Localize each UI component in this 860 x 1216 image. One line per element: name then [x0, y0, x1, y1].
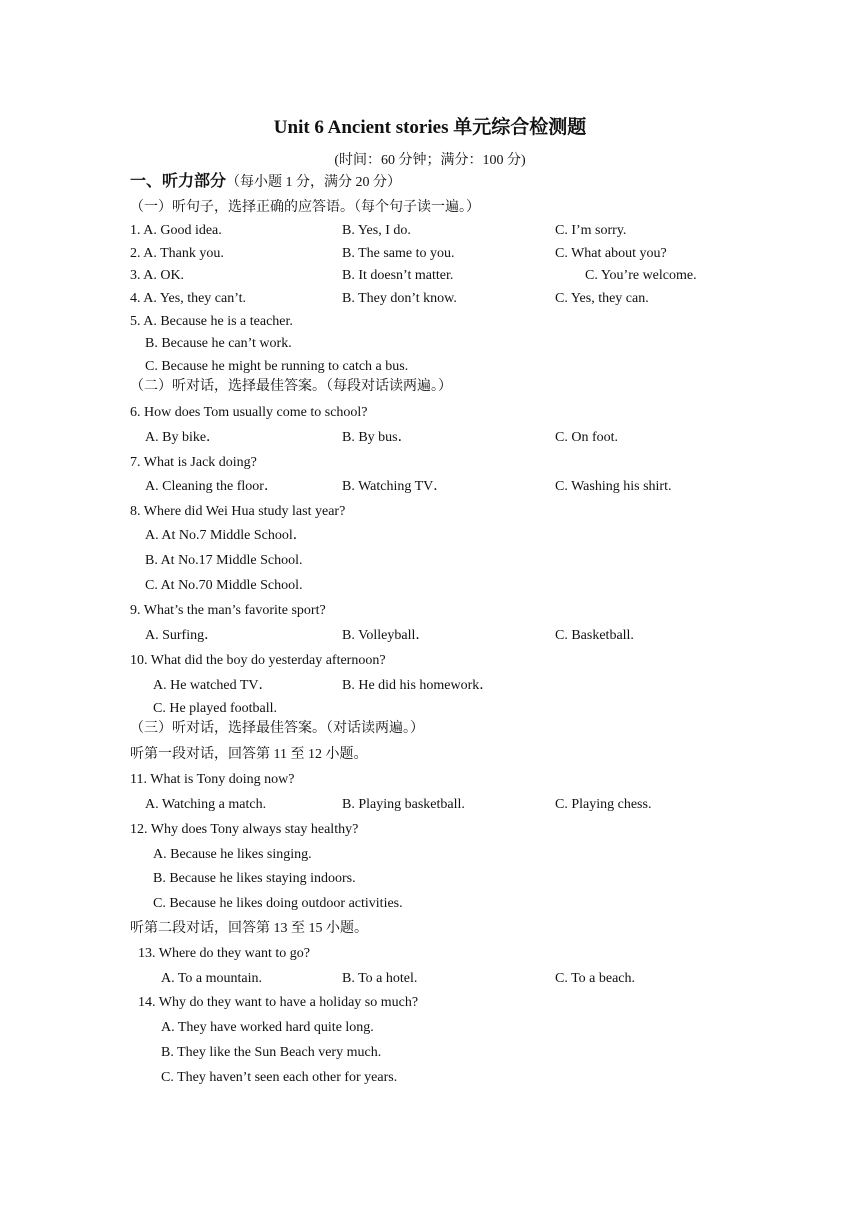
q14-option-a: A. They have worked hard quite long. [161, 1020, 374, 1035]
q10-option-c: C. He played football. [153, 701, 278, 716]
q6-option-c: C. On foot. [555, 430, 618, 445]
q14-option-b: B. They like the Sun Beach very much. [161, 1045, 382, 1060]
q4-option-b: B. They don’t know. [342, 291, 457, 306]
q7-question: 7. What is Jack doing? [130, 455, 257, 470]
page-title: Unit 6 Ancient stories 单元综合检测题 [273, 117, 587, 138]
q8-option-b: B. At No.17 Middle School. [145, 553, 303, 568]
q10-option-b: B. He did his homework． [342, 678, 494, 693]
q2-option-a: 2. A. Thank you. [130, 246, 224, 261]
q11-option-b: B. Playing basketball. [342, 797, 465, 812]
q11-option-c: C. Playing chess. [555, 797, 652, 812]
q4-option-a: 4. A. Yes, they can’t. [130, 291, 247, 306]
section-heading [130, 173, 401, 192]
q7-option-a: A. Cleaning the floor． [145, 479, 278, 494]
q1-option-b: B. Yes, I do. [342, 223, 411, 238]
q13-option-a: A. To a mountain. [161, 971, 263, 986]
q12-option-b: B. Because he likes staying indoors. [153, 871, 356, 886]
q12-option-a: A. Because he likes singing. [153, 847, 312, 862]
q9-question: 9. What’s the man’s favorite sport? [130, 603, 326, 618]
q4-option-c: C. Yes, they can. [555, 291, 649, 306]
q6-question: 6. How does Tom usually come to school? [130, 405, 368, 420]
q13-question: 13. Where do they want to go? [138, 946, 310, 961]
q7-option-b: B. Watching TV． [342, 479, 448, 494]
q5-option-b: B. Because he can’t work. [145, 336, 292, 351]
q10-option-a: A. He watched TV． [153, 678, 273, 693]
dialog1-instruction: 听第一段对话，回答第 11 至 12 小题。 [130, 747, 368, 762]
part1-heading: （一）听句子，选择正确的应答语。（每个句子读一遍。） [130, 200, 480, 215]
q1-option-c: C. I’m sorry. [555, 223, 627, 238]
q9-option-a: A. Surfing． [145, 628, 219, 643]
q11-option-a: A. Watching a match. [145, 797, 267, 812]
q2-option-c: C. What about you? [555, 246, 667, 261]
q5-option-a: 5. A. Because he is a teacher. [130, 314, 293, 329]
q10-question: 10. What did the boy do yesterday afternoon? [130, 653, 386, 668]
q2-option-b: B. The same to you. [342, 246, 455, 261]
q13-option-b: B. To a hotel. [342, 971, 418, 986]
section-score-note: （每小题 1 分，满分 20 分） [226, 175, 402, 190]
q8-option-c: C. At No.70 Middle School. [145, 578, 303, 593]
q12-option-c: C. Because he likes doing outdoor activities. [153, 896, 403, 911]
part2-heading: （二）听对话，选择最佳答案。（每段对话读两遍。） [130, 379, 452, 394]
q3-option-b: B. It doesn’t matter. [342, 268, 454, 283]
q9-option-c: C. Basketball. [555, 628, 634, 643]
q12-question: 12. Why does Tony always stay healthy? [130, 822, 359, 837]
q6-option-b: B. By bus． [342, 430, 412, 445]
q14-option-c: C. They haven’t seen each other for years. [161, 1070, 398, 1085]
q5-option-c: C. Because he might be running to catch a bus. [145, 359, 409, 374]
q8-option-a: A. At No.7 Middle School． [145, 528, 307, 543]
q14-question: 14. Why do they want to have a holiday so much? [138, 995, 419, 1010]
q3-option-a: 3. A. OK. [130, 268, 185, 283]
q1-option-a: 1. A. Good idea. [130, 223, 222, 238]
q11-question: 11. What is Tony doing now? [130, 772, 295, 787]
q6-option-a: A. By bike． [145, 430, 221, 445]
q3-option-c: C. You’re welcome. [585, 268, 697, 283]
q7-option-c: C. Washing his shirt. [555, 479, 672, 494]
section-title: 一、听力部分 [130, 173, 227, 190]
part3-heading: （三）听对话，选择最佳答案。（对话读两遍。） [130, 721, 424, 736]
q8-question: 8. Where did Wei Hua study last year? [130, 504, 346, 519]
q9-option-b: B. Volleyball． [342, 628, 430, 643]
dialog2-instruction: 听第二段对话，回答第 13 至 15 小题。 [130, 921, 368, 936]
q13-option-c: C. To a beach. [555, 971, 636, 986]
exam-time-score: (时间：60 分钟；满分：100 分) [334, 153, 526, 168]
